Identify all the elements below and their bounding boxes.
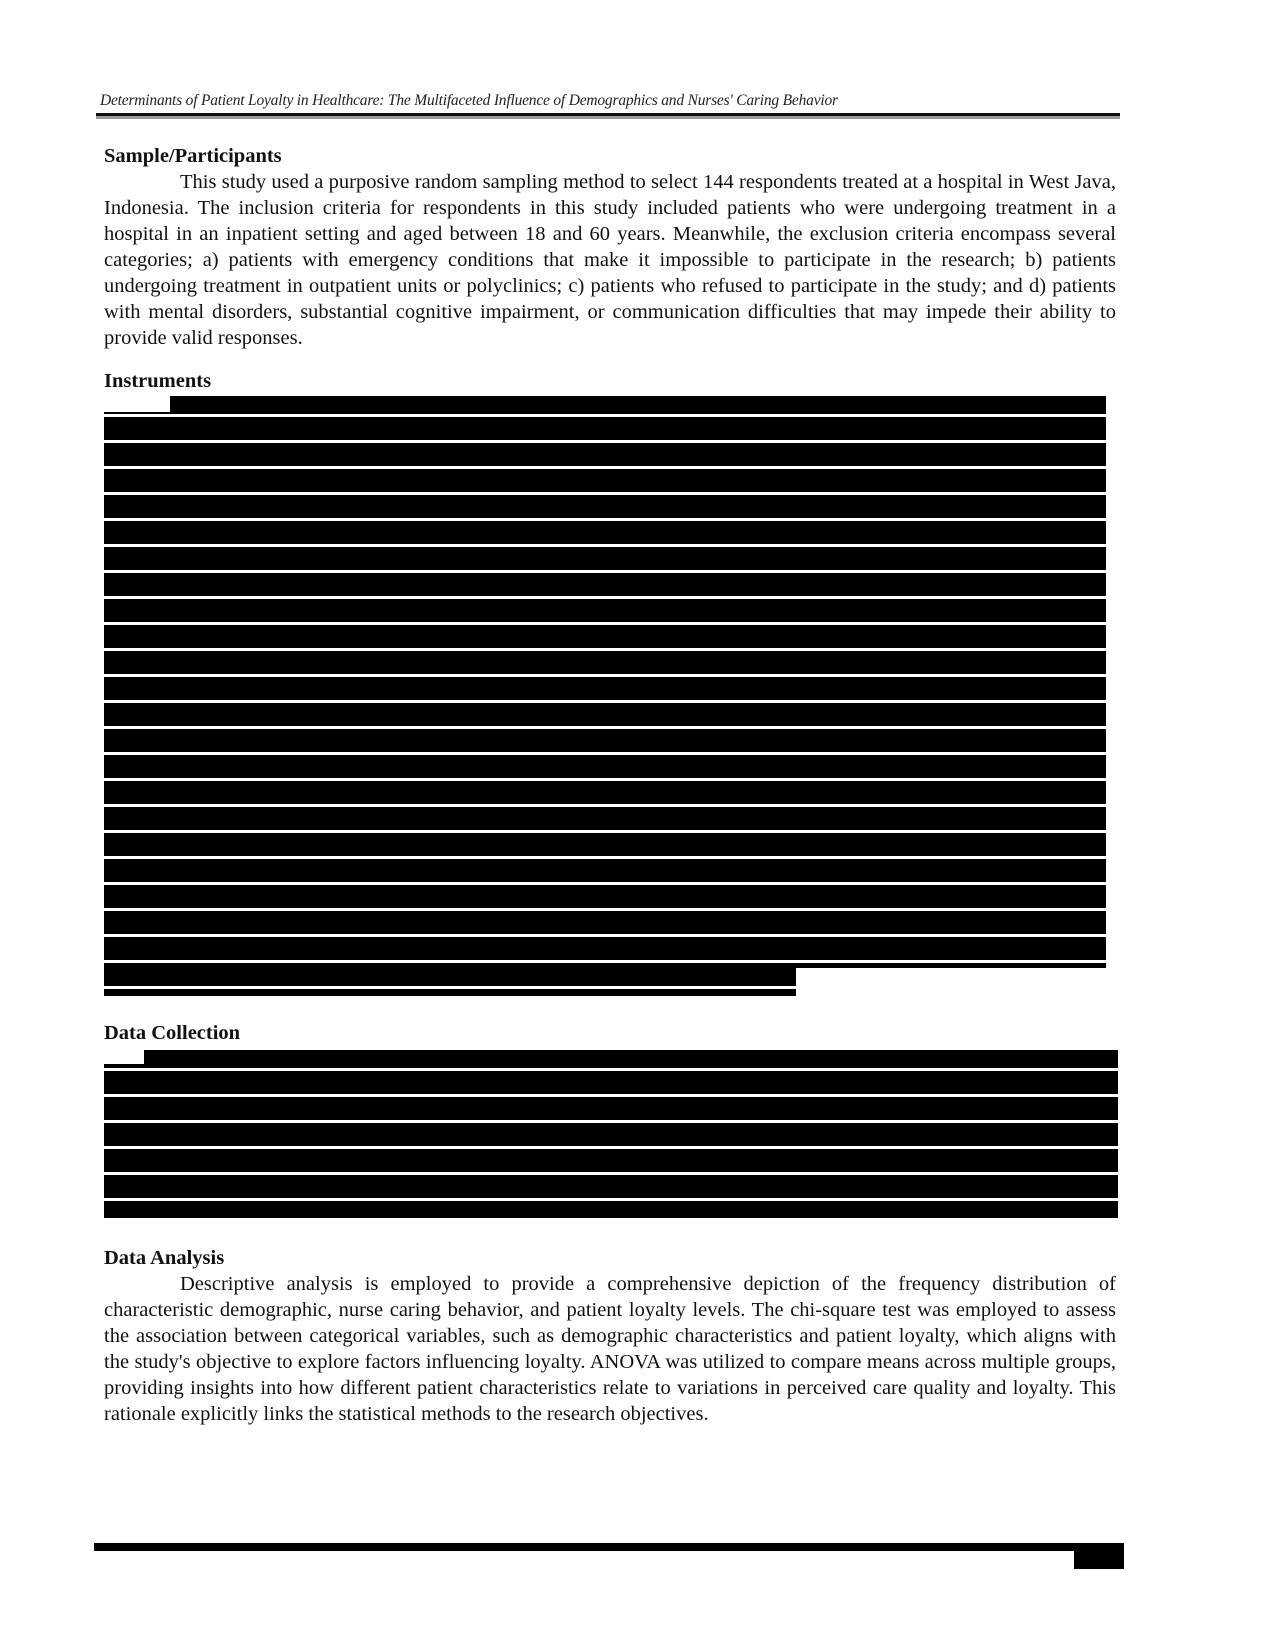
section-heading: Instruments (104, 370, 212, 392)
page-number (1074, 1551, 1124, 1569)
section-heading: Sample/Participants (104, 145, 282, 167)
section-data-analysis (104, 1245, 1116, 1427)
running-header-title: Determinants of Patient Loyalty in Healthcare: The Multifaceted Influence of Demographics and Nurses' Caring Behavior (100, 92, 838, 109)
section-heading: Data Analysis (104, 1247, 225, 1269)
header-rule-shadow (96, 116, 1120, 119)
redacted-block-instruments-last-line (104, 968, 796, 996)
section-heading: Data Collection (104, 1022, 241, 1044)
redacted-block-data-collection (104, 1050, 1118, 1218)
section-paragraph: This study used a purposive random sampling method to select 144 respondents treated at a hospital in West Java, Indonesia. The inclusion criteria for respondents in this study included patients who were undergoing treatment in a hospital in an inpatient setting and aged between 18 and 60 years. Meanwhile, the exclusion criteria encompass several categories; a) patients with emergency conditions that make it impossible to participate in the research; b) patients undergoing treatment in outpatient units or polyclinics; c) patients who refused to participate in the study; and d) patients with mental disorders, substantial cognitive impairment, or communication difficulties that may impede their ability to provide valid responses. (104, 171, 1116, 349)
section-paragraph: Descriptive analysis is employed to provide a comprehensive depiction of the frequency distribution of characteristic demographic, nurse caring behavior, and patient loyalty levels. The chi-square test was employed to assess the association between categorical variables, such as demographic characteristics and patient loyalty, which aligns with the study's objective to explore factors influencing loyalty. ANOVA was utilized to compare means across multiple groups, providing insights into how different patient characteristics relate to variations in perceived care quality and loyalty. This rationale explicitly links the statistical methods to the research objectives. (104, 1273, 1116, 1425)
section-data-collection (104, 1020, 1116, 1046)
redacted-block-instruments (104, 396, 1106, 968)
section-instruments (104, 368, 1116, 394)
footer-rule (94, 1543, 1124, 1551)
section-sample-participants (104, 143, 1116, 351)
